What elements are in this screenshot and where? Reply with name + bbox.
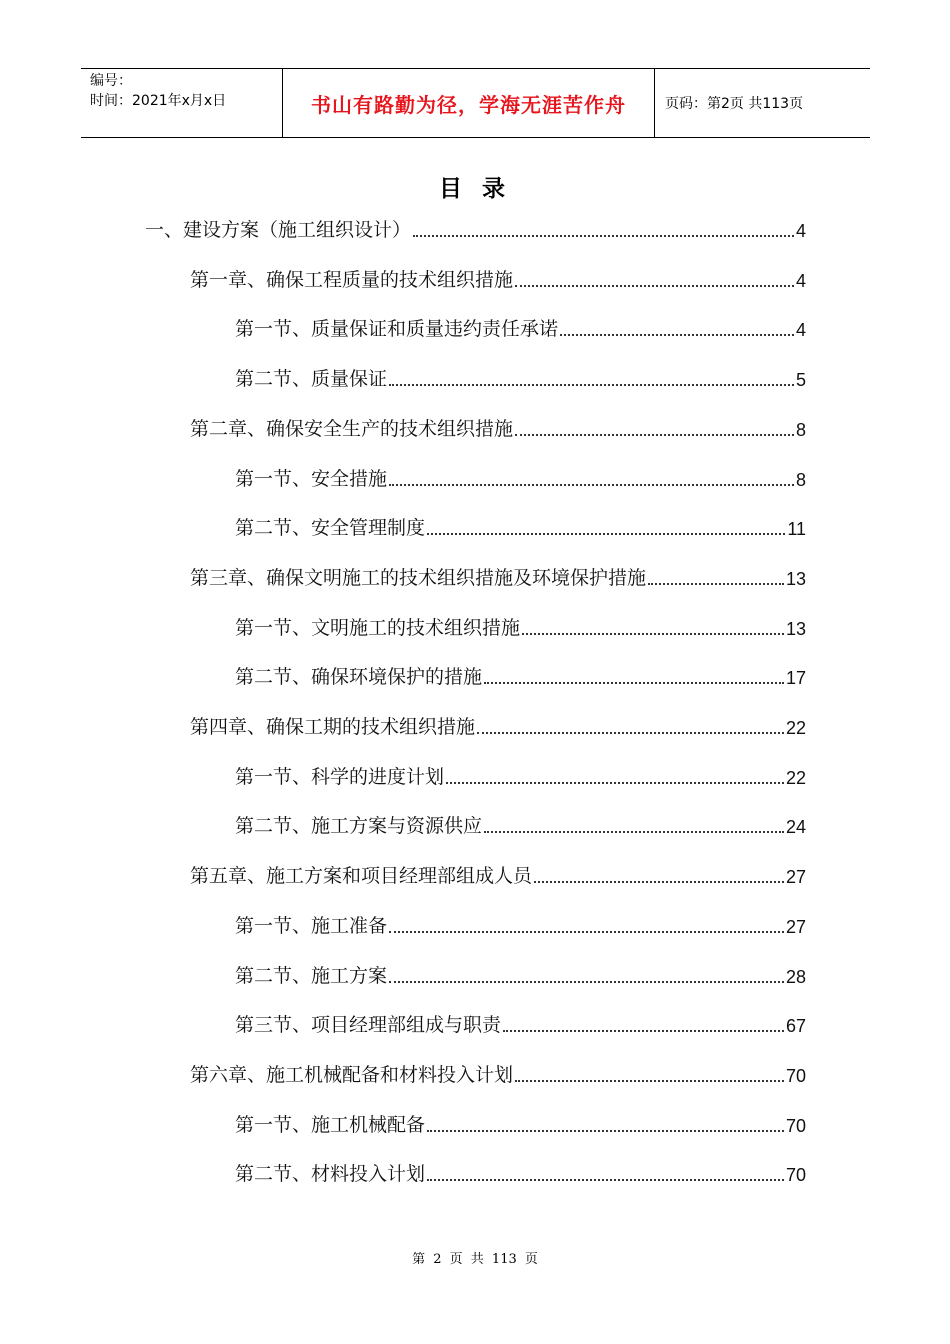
toc-entry[interactable]	[235, 361, 806, 391]
header-meta-cell	[81, 69, 283, 137]
toc-leader-dots	[534, 880, 784, 883]
toc-entry[interactable]	[235, 461, 806, 491]
toc-entry[interactable]	[190, 858, 806, 888]
toc-entry-title: 第二节、安全管理制度	[235, 517, 426, 540]
toc-leader-dots	[389, 930, 784, 933]
toc-entry[interactable]	[235, 1007, 806, 1037]
toc-leader-dots	[389, 980, 784, 983]
toc-entry-title: 第三节、项目经理部组成与职责	[235, 1014, 502, 1037]
toc-entry-title: 第六章、施工机械配备和材料投入计划	[190, 1063, 514, 1086]
toc-entry-title: 第一章、确保工程质量的技术组织措施	[190, 268, 514, 291]
toc-entry-title: 第一节、施工机械配备	[235, 1113, 426, 1136]
toc-entry-page: 22	[785, 767, 806, 788]
toc-entry-title: 第二节、质量保证	[235, 368, 388, 391]
toc-entry-title: 第一节、文明施工的技术组织措施	[235, 616, 521, 639]
toc-entry[interactable]	[235, 759, 806, 789]
toc-entry[interactable]	[190, 262, 806, 292]
toc-leader-dots	[427, 532, 785, 535]
toc-leader-dots	[427, 1129, 784, 1132]
toc-entry[interactable]	[235, 958, 806, 988]
toc-entry-page: 4	[795, 221, 806, 241]
toc-leader-dots	[515, 284, 794, 287]
toc-entry-title: 第三章、确保文明施工的技术组织措施及环境保护措施	[190, 566, 647, 589]
toc-entry[interactable]	[235, 510, 806, 540]
toc-entry-page: 28	[785, 966, 806, 987]
toc-entry-page: 13	[785, 568, 806, 589]
toc-entry-title: 第一节、施工准备	[235, 914, 388, 937]
document-number-label: 编号：	[90, 73, 132, 89]
toc-entry-page: 8	[795, 419, 806, 440]
toc-entry[interactable]	[190, 560, 806, 590]
toc-entry-page: 11	[787, 519, 806, 540]
toc-leader-dots	[648, 582, 784, 585]
toc-leader-dots	[413, 234, 794, 237]
toc-entry-page: 5	[795, 370, 806, 391]
toc-entry-page: 70	[785, 1065, 806, 1086]
toc-entry[interactable]	[190, 709, 806, 739]
toc-entry-page: 4	[795, 270, 806, 291]
toc-entry-title: 第二节、材料投入计划	[235, 1163, 426, 1186]
toc-entry-page: 70	[785, 1115, 806, 1136]
toc-entry[interactable]	[235, 610, 806, 640]
header-motto: 书山有路勤为径，学海无涯苦作舟	[311, 92, 626, 117]
toc-leader-dots	[515, 433, 794, 436]
toc-entry-title: 第四章、确保工期的技术组织措施	[190, 716, 476, 738]
document-time-label: 时间：2021年x月x日	[90, 93, 227, 109]
toc-entry-title: 第一节、科学的进度计划	[235, 765, 445, 788]
toc-leader-dots	[522, 632, 784, 635]
toc-leader-dots	[484, 830, 784, 833]
toc-leader-dots	[446, 781, 784, 784]
toc-entry-title: 第二章、确保安全生产的技术组织措施	[190, 417, 514, 440]
toc-entry[interactable]	[235, 808, 806, 838]
toc-entry-page: 24	[785, 817, 806, 838]
toc-entry-page: 27	[785, 916, 806, 937]
toc-entry[interactable]	[235, 659, 806, 689]
toc-entry[interactable]	[235, 908, 806, 938]
toc-leader-dots	[427, 1178, 784, 1181]
toc-entry-page: 4	[795, 320, 806, 341]
document-header	[81, 68, 870, 138]
toc-entry-page: 22	[785, 718, 806, 738]
toc-entry-title: 第一节、质量保证和质量违约责任承诺	[235, 318, 559, 341]
toc-entry-title: 第一节、安全措施	[235, 467, 388, 490]
toc-leader-dots	[484, 681, 784, 684]
toc-entry-title: 第五章、施工方案和项目经理部组成人员	[190, 865, 533, 888]
header-page-info-cell	[655, 69, 870, 137]
toc-entry[interactable]	[190, 1057, 806, 1087]
toc-entry-title: 一、建设方案（施工组织设计）	[145, 219, 412, 241]
toc-entry-title: 第二节、施工方案与资源供应	[235, 815, 483, 838]
toc-leader-dots	[389, 383, 794, 386]
header-page-info: 页码：第2页 共113页	[665, 96, 804, 112]
toc-entry[interactable]	[235, 1107, 806, 1137]
toc-leader-dots	[477, 731, 784, 734]
toc-leader-dots	[389, 483, 794, 486]
page-footer: 第 2 页 共 113 页	[412, 1252, 538, 1267]
header-motto-cell	[283, 69, 655, 137]
toc-entry-page: 67	[785, 1016, 806, 1037]
toc-leader-dots	[560, 333, 794, 336]
toc-entry[interactable]	[235, 1156, 806, 1186]
toc-entry-page: 27	[785, 867, 806, 888]
toc-entry[interactable]	[190, 411, 806, 441]
toc-leader-dots	[503, 1029, 784, 1032]
toc-entry-page: 70	[785, 1165, 806, 1186]
toc-entry-title: 第二节、施工方案	[235, 964, 388, 987]
toc-leader-dots	[515, 1079, 784, 1082]
toc-entry-title: 第二节、确保环境保护的措施	[235, 666, 483, 689]
toc-title: 目 录	[438, 175, 511, 202]
toc-entry[interactable]	[235, 311, 806, 341]
toc-entry-page: 13	[785, 618, 806, 639]
toc-entry[interactable]	[145, 212, 806, 242]
toc-entry-page: 8	[795, 469, 806, 490]
toc-entry-page: 17	[785, 668, 806, 689]
